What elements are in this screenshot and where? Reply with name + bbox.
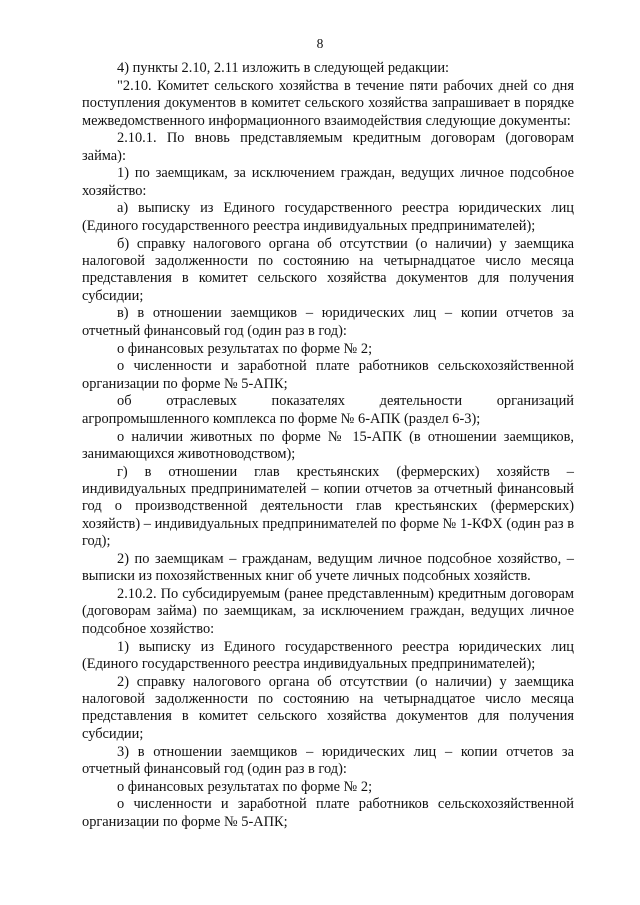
paragraph: 1) по заемщикам, за исключением граждан, ведущих личное подсобное хозяйство:: [82, 165, 574, 199]
paragraph: в) в отношении заемщиков – юридических лиц – копии отчетов за отчетный финансовый год (один раз в год):: [82, 305, 574, 339]
paragraph: "2.10. Комитет сельского хозяйства в течение пяти рабочих дней со дня поступления документов в комитет сельского хозяйства запрашивает в порядке межведомственного информационного взаимодействия следующие документы:: [82, 77, 574, 129]
paragraph: 2.10.2. По субсидируемым (ранее представленным) кредитным договорам (договорам займа) по заемщикам, за исключением граждан, ведущих личное подсобное хозяйство:: [82, 586, 574, 637]
paragraph: об отраслевых показателях деятельности организаций агропромышленного комплекса по форме № 6-АПК (раздел 6-3);: [82, 393, 574, 427]
paragraph: 2.10.1. По вновь представляемым кредитным договорам (договорам займа):: [82, 130, 574, 164]
paragraph: 3) в отношении заемщиков – юридических лиц – копии отчетов за отчетный финансовый год (один раз в год):: [82, 743, 574, 777]
paragraph: 2) справку налогового органа об отсутствии (о наличии) у заемщика налоговой задолженности по состоянию на четырнадцатое число месяца представления в комитет сельского хозяйства документов для получения субсидии;: [82, 673, 574, 742]
paragraph: о финансовых результатах по форме № 2;: [117, 340, 373, 357]
page-number: 8: [316, 36, 324, 51]
paragraph: 2) по заемщикам – гражданам, ведущим личное подсобное хозяйство, – выписки из похозяйственных книг об учете личных подсобных хозяйств.: [82, 550, 574, 585]
paragraph: г) в отношении глав крестьянских (фермерских) хозяйств – индивидуальных предпринимателей – копии отчетов за отчетный финансовый год о производственной деятельности глав крестьянских (фермерских) хозяйств) – индивидуальных предпринимателей по форме № 1-КФХ (один раз в год);: [82, 463, 574, 550]
paragraph: 4) пункты 2.10, 2.11 изложить в следующей редакции:: [117, 60, 450, 76]
paragraph: о численности и заработной плате работников сельскохозяйственной организации по форме № 5-АПК;: [82, 358, 574, 392]
paragraph: б) справку налогового органа об отсутствии (о наличии) у заемщика налоговой задолженности по состоянию на четырнадцатое число месяца представления в комитет сельского хозяйства документов для получения субсидии;: [82, 235, 574, 304]
paragraph: о наличии животных по форме № 15-АПК (в отношении заемщиков, занимающихся животноводством);: [82, 428, 574, 462]
document-body: [82, 60, 574, 832]
paragraph: 1) выписку из Единого государственного реестра юридических лиц (Единого государственного реестра индивидуальных предпринимателей);: [82, 638, 574, 672]
paragraph: о финансовых результатах по форме № 2;: [117, 778, 373, 795]
paragraph: а) выписку из Единого государственного реестра юридических лиц (Единого государственного реестра индивидуальных предпринимателей);: [82, 200, 574, 234]
paragraph: о численности и заработной плате работников сельскохозяйственной организации по форме № 5-АПК;: [82, 796, 574, 830]
